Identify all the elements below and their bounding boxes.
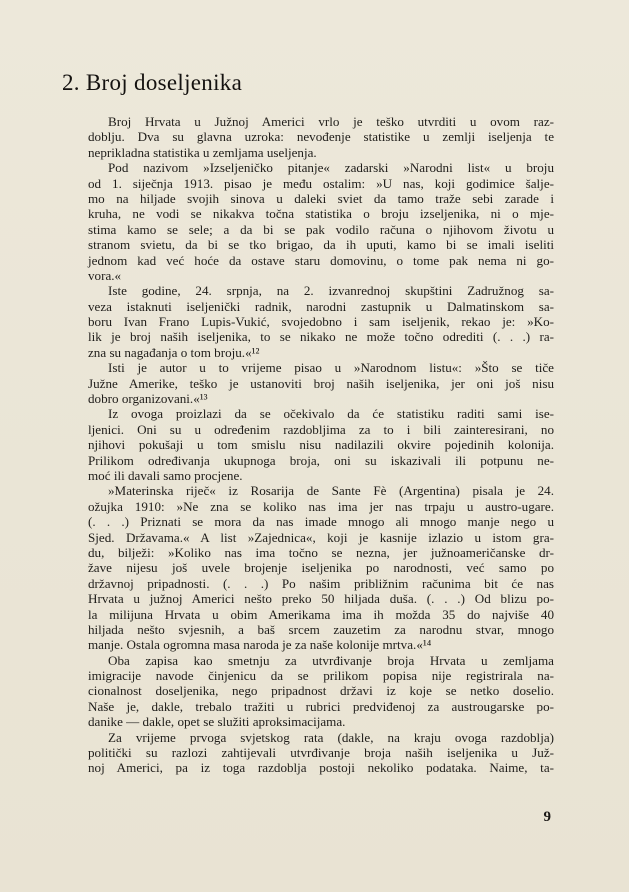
text-line: Sjed. Državama.« A list »Zajednica«, koji je kasnije izlazio u istom gra- (88, 529, 554, 545)
text-line: od 1. siječnja 1913. pisao je među ostalim: »U nas, koji godimice šalje- (88, 175, 554, 191)
text-line: Pod nazivom »Izseljeničko pitanje« zadarski »Narodni list« u broju (108, 160, 554, 176)
text-line: stima kamo se sele; a da bi se pak vodilo računa o njihovom životu u (88, 221, 554, 237)
text-line: jednom kad već hoće da ostave staru domovinu, o tome pak nema ni go- (88, 252, 554, 268)
text-line: zna su nagađanja o tom broju.«¹² (88, 344, 260, 360)
text-line: veza istaknuti iseljenički radnik, narodni zastupnik u Dalmatinskom sa- (88, 298, 554, 314)
text-line: Broj Hrvata u Južnoj Americi vrlo je teško utvrditi u ovom raz- (108, 114, 554, 129)
text-line: ožujka 1910: »Ne zna se koliko nas ima jer nas trpaju u austro-ugare. (88, 498, 554, 514)
text-line: moć ili davali samo procjene. (88, 467, 243, 483)
text-line: Hrvata u južnoj Americi nešto preko 50 hiljada duša. (. . .) Od blizu po- (88, 591, 554, 607)
text-line: lik je broj naših iseljenika, to se nikako ne može točno odrediti (. . .) ra- (88, 329, 554, 345)
text-line: Južne Amerike, teško je ustanoviti broj naših iseljenika, jer oni još nisu (88, 375, 554, 391)
text-line: kruha, ne vodi se nikakva točna statistika o broju izseljenika, ni o mje- (88, 206, 554, 222)
text-line: mo na hiljade svojih sinova u daleki sviet da tamo traže sebi zarade i (88, 190, 554, 206)
text-line: cionalnost doseljenika, nego pripadnost državi iz koje se netko doselio. (88, 683, 554, 699)
text-line: (. . .) Priznati se mora da nas imade mnogo ali mnogo manje nego u (88, 514, 554, 530)
section-heading: 2. Broj doseljenika (62, 70, 243, 95)
text-line: doblju. Dva su glavna uzroka: nevođenje statistike u zemlji iseljenja te (88, 129, 554, 145)
text-line: Isti je autor u to vrijeme pisao u »Narodnom listu«: »Što se tiče (108, 360, 554, 376)
text-line: boru Ivan Frano Lupis-Vukić, svojedobno i sam iseljenik, rekao je: »Ko- (88, 314, 554, 330)
text-line: ljenici. Oni su u određenim razdobljima za to i bili zainteresirani, no (88, 421, 554, 437)
page-number: 9 (543, 809, 551, 825)
text-line: imigracije navode činjenicu da se prilikom popisa nije registrirala na- (88, 668, 554, 684)
text-line: stranom svietu, da bi se tko brigao, da ih uputi, kamo bi se imali iseliti (88, 237, 554, 253)
text-line: la milijuna Hrvata u obim Amerikama ima ih možda 35 do najviše 40 (88, 606, 554, 622)
text-line: njihovi pokušaji u tom smislu nisu nadilazili okvire pojedinih kolonija. (88, 437, 554, 453)
text-line: du, bilježi: »Koliko nas ima točno se nezna, jer južnoameričanske dr- (88, 544, 554, 560)
text-line: neprikladna statistika u zemljama useljenja. (88, 144, 317, 160)
text-line: državnoj pripadnosti. (. . .) Po našim približnim računima bit će nas (88, 575, 554, 591)
text-line: Naše je, dakle, trebalo tražiti u rubrici predviđenoj za austrougarske po- (88, 698, 554, 714)
text-line: vora.« (88, 267, 122, 283)
text-line: Prilikom određivanja ukupnoga broja, oni su iskazivali ili potpunu ne- (88, 452, 554, 468)
text-line: Iz ovoga proizlazi da se očekivalo da će statistiku raditi sami ise- (108, 406, 554, 422)
text-line: Za vrijeme prvoga svjetskog rata (dakle, na kraju ovoga razdoblja) (108, 729, 554, 745)
text-line: manje. Ostala ogromna masa naroda je za naše kolonije mrtva.«¹⁴ (88, 637, 432, 653)
text-line: »Materinska riječ« iz Rosarija de Sante Fè (Argentina) pisala je 24. (108, 483, 554, 499)
text-line: hiljada nešto svjesnih, a baš srcem zauzetim za narodnu stvar, mnogo (88, 621, 554, 637)
text-line: noj Americi, pa iz toga razdoblja postoji nekoliko podataka. Naime, ta- (88, 760, 554, 776)
body-text (88, 114, 554, 776)
text-line: Oba zapisa kao smetnju za utvrđivanje broja Hrvata u zemljama (108, 652, 554, 668)
text-line: politički su razlozi zahtijevali utvrđivanje broja naših iseljenika u Juž- (88, 745, 554, 761)
text-line: žave nijesu još uvele brojenje iseljenika po narodnosti, već samo po (88, 560, 554, 576)
text-line: Iste godine, 24. srpnja, na 2. izvanrednoj skupštini Zadružnog sa- (108, 283, 554, 299)
text-line: dobro organizovani.«¹³ (88, 391, 208, 407)
text-line: danike — dakle, opet se služiti aproksimacijama. (88, 714, 346, 730)
